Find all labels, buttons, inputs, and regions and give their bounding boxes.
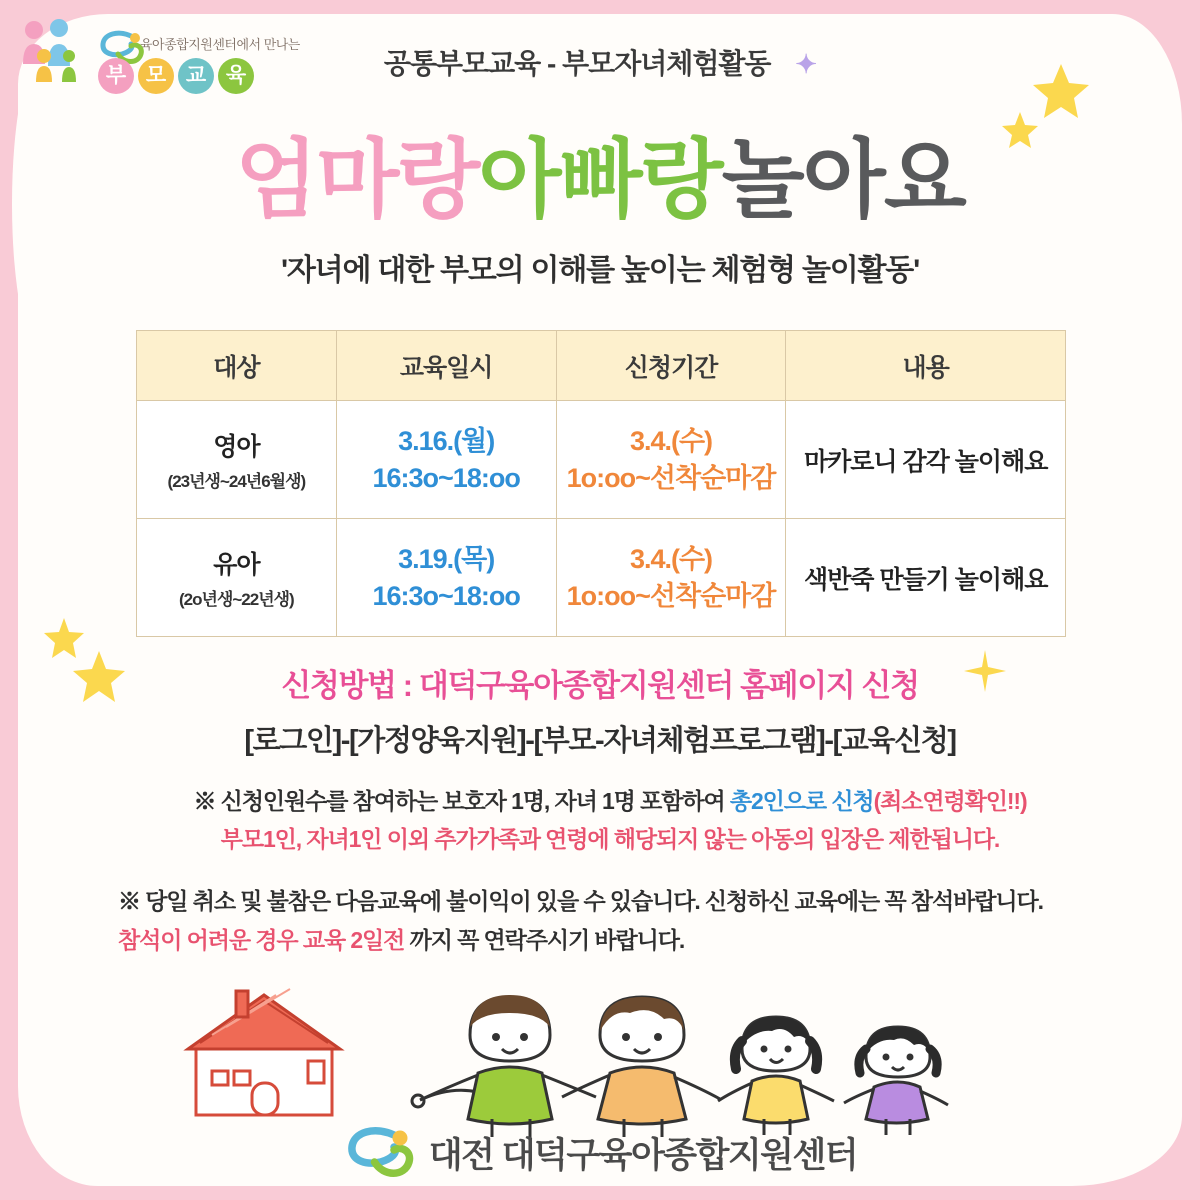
apply-navigation-path: [로그인]-[가정양육지원]-[부모-자녀체험프로그램]-[교육신청] — [244, 725, 956, 757]
note-cancellation — [118, 882, 1118, 960]
note2-line2 — [118, 921, 1118, 960]
title-part-1: 엄마랑 — [235, 130, 479, 230]
house-icon — [188, 989, 340, 1115]
footer-center-name: 대전 대덕구육아종합지원센터 — [428, 1136, 858, 1175]
note1-highlight-count: 총2인으로 신청 — [729, 788, 874, 814]
footer-branding — [0, 1126, 1200, 1180]
note2-highlight-deadline: 참석이 어려운 경우 교육 2일전 — [118, 927, 405, 954]
cell-apply-period — [556, 519, 786, 637]
person-child-2-illustration — [844, 1027, 948, 1135]
illustration-house-and-family — [0, 975, 1200, 1140]
page-subtitle: '자녀에 대한 부모의 이해를 높이는 체험형 놀이활동' — [280, 254, 920, 287]
table-row — [137, 519, 1066, 637]
cell-date — [336, 401, 556, 519]
date-line1-0: 3.16.(월) — [398, 426, 495, 457]
kicker-label: 공통부모교육 - 부모자녀체험활동 — [383, 48, 771, 79]
logo-char-2: 모 — [138, 58, 174, 94]
cell-content: 마카로니 감각 놀이해요 — [786, 401, 1066, 519]
table-header-row — [137, 331, 1066, 401]
target-main-0: 영아 — [213, 433, 260, 461]
col-header-content: 내용 — [786, 331, 1066, 401]
apply-line1-0: 3.4.(수) — [629, 426, 713, 457]
person-child-1-illustration — [718, 1017, 834, 1135]
note-participants — [130, 783, 1090, 859]
cell-apply-period — [556, 401, 786, 519]
table-row — [137, 401, 1066, 519]
schedule-table — [136, 330, 1066, 637]
cell-target — [137, 401, 337, 519]
person-mother-illustration — [562, 997, 720, 1137]
person-father-illustration — [412, 995, 596, 1137]
target-sub-1: (2o년생~22년생) — [179, 590, 294, 609]
date-line1-1: 3.19.(목) — [398, 544, 495, 575]
col-header-apply-period: 신청기간 — [556, 331, 786, 401]
note2-line1: ※ 당일 취소 및 불참은 다음교육에 불이익이 있을 수 있습니다. 신청하신 교육에는 꼭 참석바랍니다. — [118, 888, 1043, 914]
star-icon-top-right-2 — [1000, 110, 1040, 150]
date-line2-1: 16:3o~18:oo — [372, 580, 520, 611]
title-part-3: 놀아요 — [721, 130, 965, 230]
apply-line2-1: 1o:oo~선착순마감 — [566, 580, 776, 611]
note1-highlight-age: (최소연령확인!!) — [873, 788, 1027, 814]
swirl-logo-icon-footer — [343, 1126, 415, 1180]
note1-line2: 부모1인, 자녀1인 이외 추가가족과 연령에 해당되지 않는 아동의 입장은 제한됩니다. — [220, 825, 1000, 852]
col-header-target: 대상 — [137, 331, 337, 401]
cell-content: 색반죽 만들기 놀이해요 — [786, 519, 1066, 637]
cell-date — [336, 519, 556, 637]
target-main-1: 유아 — [213, 551, 260, 579]
target-sub-0: (23년생~24년6월생) — [167, 472, 306, 491]
date-line2-0: 16:3o~18:oo — [372, 462, 520, 493]
apply-line1-1: 3.4.(수) — [629, 544, 713, 575]
apply-line2-0: 1o:oo~선착순마감 — [566, 462, 776, 493]
apply-method-heading: 신청방법 : 대덕구육아종합지원센터 홈페이지 신청 — [281, 668, 919, 703]
col-header-date: 교육일시 — [336, 331, 556, 401]
logo-char-1: 부 — [98, 58, 134, 94]
cell-target — [137, 519, 337, 637]
note2-line2-tail: 까지 꼭 연락주시기 바랍니다. — [404, 927, 685, 954]
logo-char-3: 교 — [178, 58, 214, 94]
note1-text-a: ※ 신청인원수를 참여하는 보호자 1명, 자녀 1명 포함하여 — [193, 788, 730, 814]
kicker-text — [0, 42, 1200, 82]
sparkle-icon: ✦ — [795, 49, 817, 79]
logo-char-4: 육 — [218, 58, 254, 94]
logo-subtitle: 육아종합지원센터에서 만나는 — [140, 37, 300, 52]
title-part-2: 아빠랑 — [478, 130, 722, 230]
